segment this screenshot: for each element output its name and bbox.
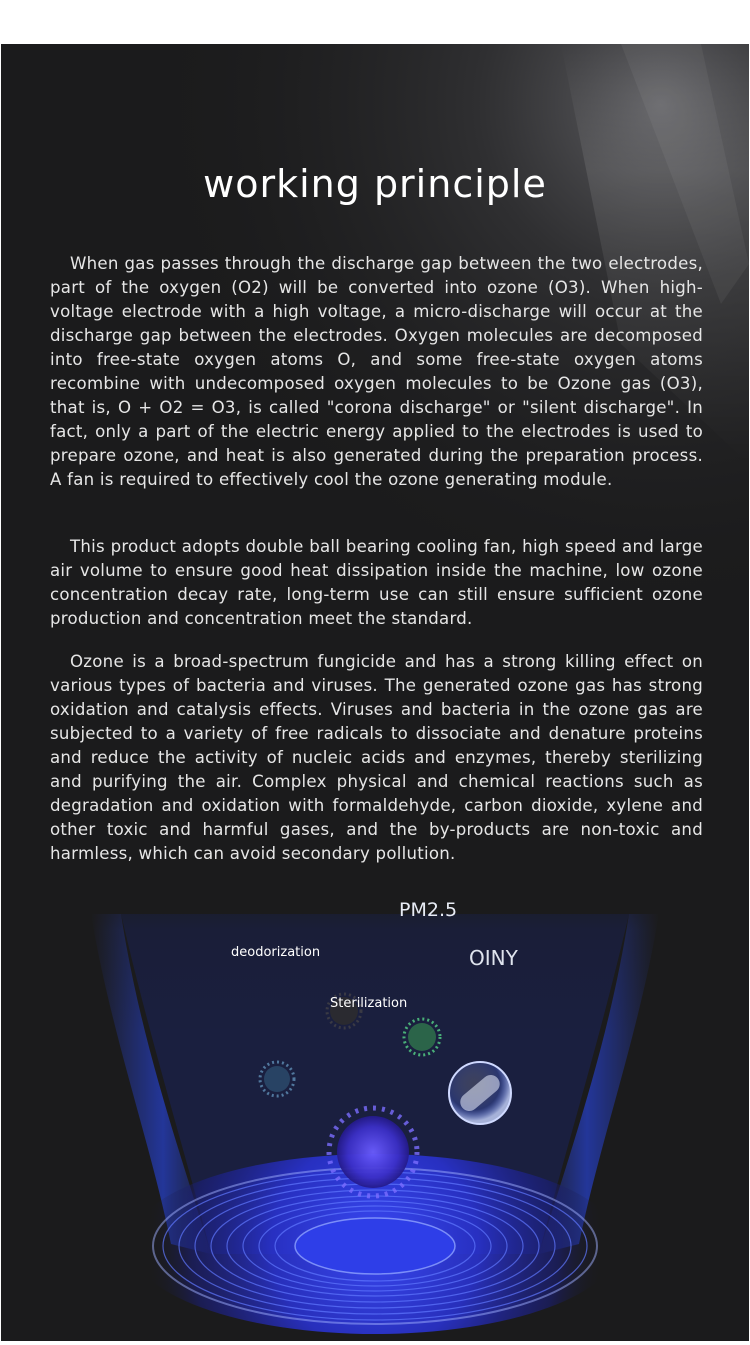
- label-pm25: PM2.5: [399, 899, 458, 921]
- oil-bubble-icon: [449, 1062, 511, 1124]
- ozone-emitter-illustration: [1, 874, 749, 1341]
- bottom-white-margin: [0, 1341, 750, 1345]
- paragraph-corona-discharge: When gas passes through the discharge gap between the two electrodes, part of the oxygen (O2) will be converted into ozone (O3). When high-voltage electrode with a high voltage, a micro-discharge will occur at the discharge gap between the electrodes. Oxygen molecules are decomposed into free-state oxygen atoms O, and some free-state oxygen atoms recombine with undecomposed oxygen molecules to be Ozone gas (O3), that is, O + O2 = O3, is called "corona discharge" or "silent discharge". In fact, only a part of the electric energy applied to the electrodes is used to prepare ozone, and heat is also generated during the preparation process. A fan is required to effectively cool the ozone generating module.: [50, 254, 703, 489]
- top-white-margin: [0, 0, 750, 44]
- working-principle-panel: [1, 44, 749, 1341]
- label-deodorization: deodorization: [231, 945, 321, 960]
- label-oiny: OINY: [469, 946, 518, 970]
- label-sterilization: Sterilization: [330, 996, 408, 1011]
- paragraph-cooling-fan: This product adopts double ball bearing cooling fan, high speed and large air volume to ensure good heat dissipation inside the machine, low ozone concentration decay rate, long-term use can still ensure sufficient ozone production and concentration meet the standard.: [50, 537, 703, 628]
- paragraph-ozone-sterilization: Ozone is a broad-spectrum fungicide and has a strong killing effect on various types of bacteria and viruses. The generated ozone gas has strong oxidation and catalysis effects. Viruses and bacteria in the ozone gas are subjected to a variety of free radicals to dissociate and denature proteins and reduce the activity of nucleic acids and enzymes, thereby sterilizing and purifying the air. Complex physical and chemical reactions such as degradation and oxidation with formaldehyde, carbon dioxide, xylene and other toxic and harmful gases, and the by-products are non-toxic and harmless, which can avoid secondary pollution.: [50, 652, 703, 863]
- page-title: working principle: [203, 162, 547, 206]
